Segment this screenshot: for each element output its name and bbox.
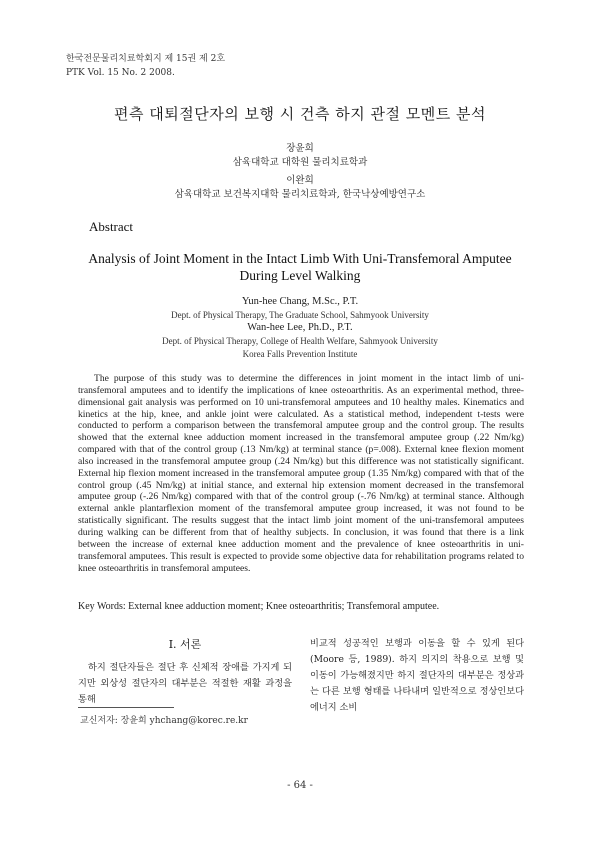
- author-name-kr-1: 장윤희: [286, 143, 314, 154]
- paper-title-en-line-2: During Level Walking: [239, 268, 361, 283]
- author-name-en-1: Yun-hee Chang, M.Sc., P.T.: [241, 296, 359, 307]
- author-affiliation-en-1: Dept. of Physical Therapy, The Graduate School, Sahmyook University: [171, 310, 429, 320]
- journal-header-kr: 한국전문물리치료학회지 제 15권 제 2호: [66, 54, 226, 64]
- page-number: - 64 -: [287, 780, 313, 791]
- abstract-heading: Abstract: [89, 219, 134, 234]
- paper-title-en: [0, 250, 600, 284]
- paper-title-kr: 편측 대퇴절단자의 보행 시 건측 하지 관절 모멘트 분석: [114, 105, 486, 123]
- journal-header-en: PTK Vol. 15 No. 2 2008.: [66, 68, 175, 78]
- author-affiliation-kr-2: 삼육대학교 보건복지대학 물리치료학과, 한국낙상예방연구소: [174, 189, 426, 200]
- body-text-right-column: 비교적 성공적인 보행과 이동을 할 수 있게 된다(Moore 등, 1989). 하지 의지의 착용으로 보행 및 이동이 가능해졌지만 하지 절단자의 대부분은 정상과는 다른 보행 형태를 나타내며 일반적으로 정상인보다 에너지 소비: [310, 638, 524, 713]
- body-text-left-column: 하지 절단자들은 절단 후 신체적 장애를 가지게 되지만 외상성 절단자의 대부분은 적절한 재활 과정을 통해: [78, 662, 292, 705]
- abstract-body: The purpose of this study was to determine the differences in joint moment in the intact limb of uni-transfemoral amputees and to identify the implications of knee osteoarthritis. As an experimental method, three-dimensional gait analysis was performed on 10 uni-transfemoral amputees and 10 healthy males. Kinematics and kinetics at the hip, knee, and ankle joint were calculated. As a statistical method, independent t-tests were conducted to perform a comparison between the transfemoral amputee group and the control group. The results showed that the external knee adduction moment increased in the transfemoral amputee group (.22 Nm/kg) compared with that of the control group (.13 Nm/kg) at terminal stance (p=.008). External knee flexion moment also increased in the transfemoral amputee group (.24 Nm/kg) but this difference was not statistically significant. External hip flexion moment increased in the transfemoral amputee group (1.35 Nm/kg) compared with that of the control group (.45 Nm/kg) at initial stance, and external hip extension moment decreased in the transfemoral amputee group (-.26 Nm/kg) compared with that of the control group (-.76 Nm/kg) at terminal stance. Although external ankle plantarflexion moment of the transfemoral amputee group increased, it was not found to be statistically significant. The results suggest that the intact limb joint moment of the uni-transfemoral amputees during walking can be different from that of healthy subjects. In conclusion, it was found that there is a link between the increase of external knee adduction moment and the prevalence of knee osteoarthritis in uni-transfemoral amputees. This result is expected to provide some objective data for rehabilitation programs related to knee osteoarthritis in transfemoral amputees.: [78, 373, 524, 574]
- author-affiliation-kr-1: 삼육대학교 대학원 물리치료학과: [232, 157, 368, 168]
- corresponding-author-footnote: 교신저자: 장윤희 yhchang@korec.re.kr: [80, 716, 248, 726]
- author-name-en-2: Wan-hee Lee, Ph.D., P.T.: [247, 322, 353, 333]
- footnote-divider: [78, 707, 174, 708]
- paper-title-en-line-1: Analysis of Joint Moment in the Intact Limb With Uni-Transfemoral Amputee: [88, 251, 512, 266]
- keywords: Key Words: External knee adduction moment; Knee osteoarthritis; Transfemoral amputee.: [78, 601, 440, 612]
- author-name-kr-2: 이완희: [286, 175, 314, 186]
- author-affiliation-en-2b: Korea Falls Prevention Institute: [242, 349, 358, 359]
- section-heading-introduction: Ⅰ. 서론: [168, 638, 202, 651]
- author-affiliation-en-2: Dept. of Physical Therapy, College of Health Welfare, Sahmyook University: [162, 336, 438, 346]
